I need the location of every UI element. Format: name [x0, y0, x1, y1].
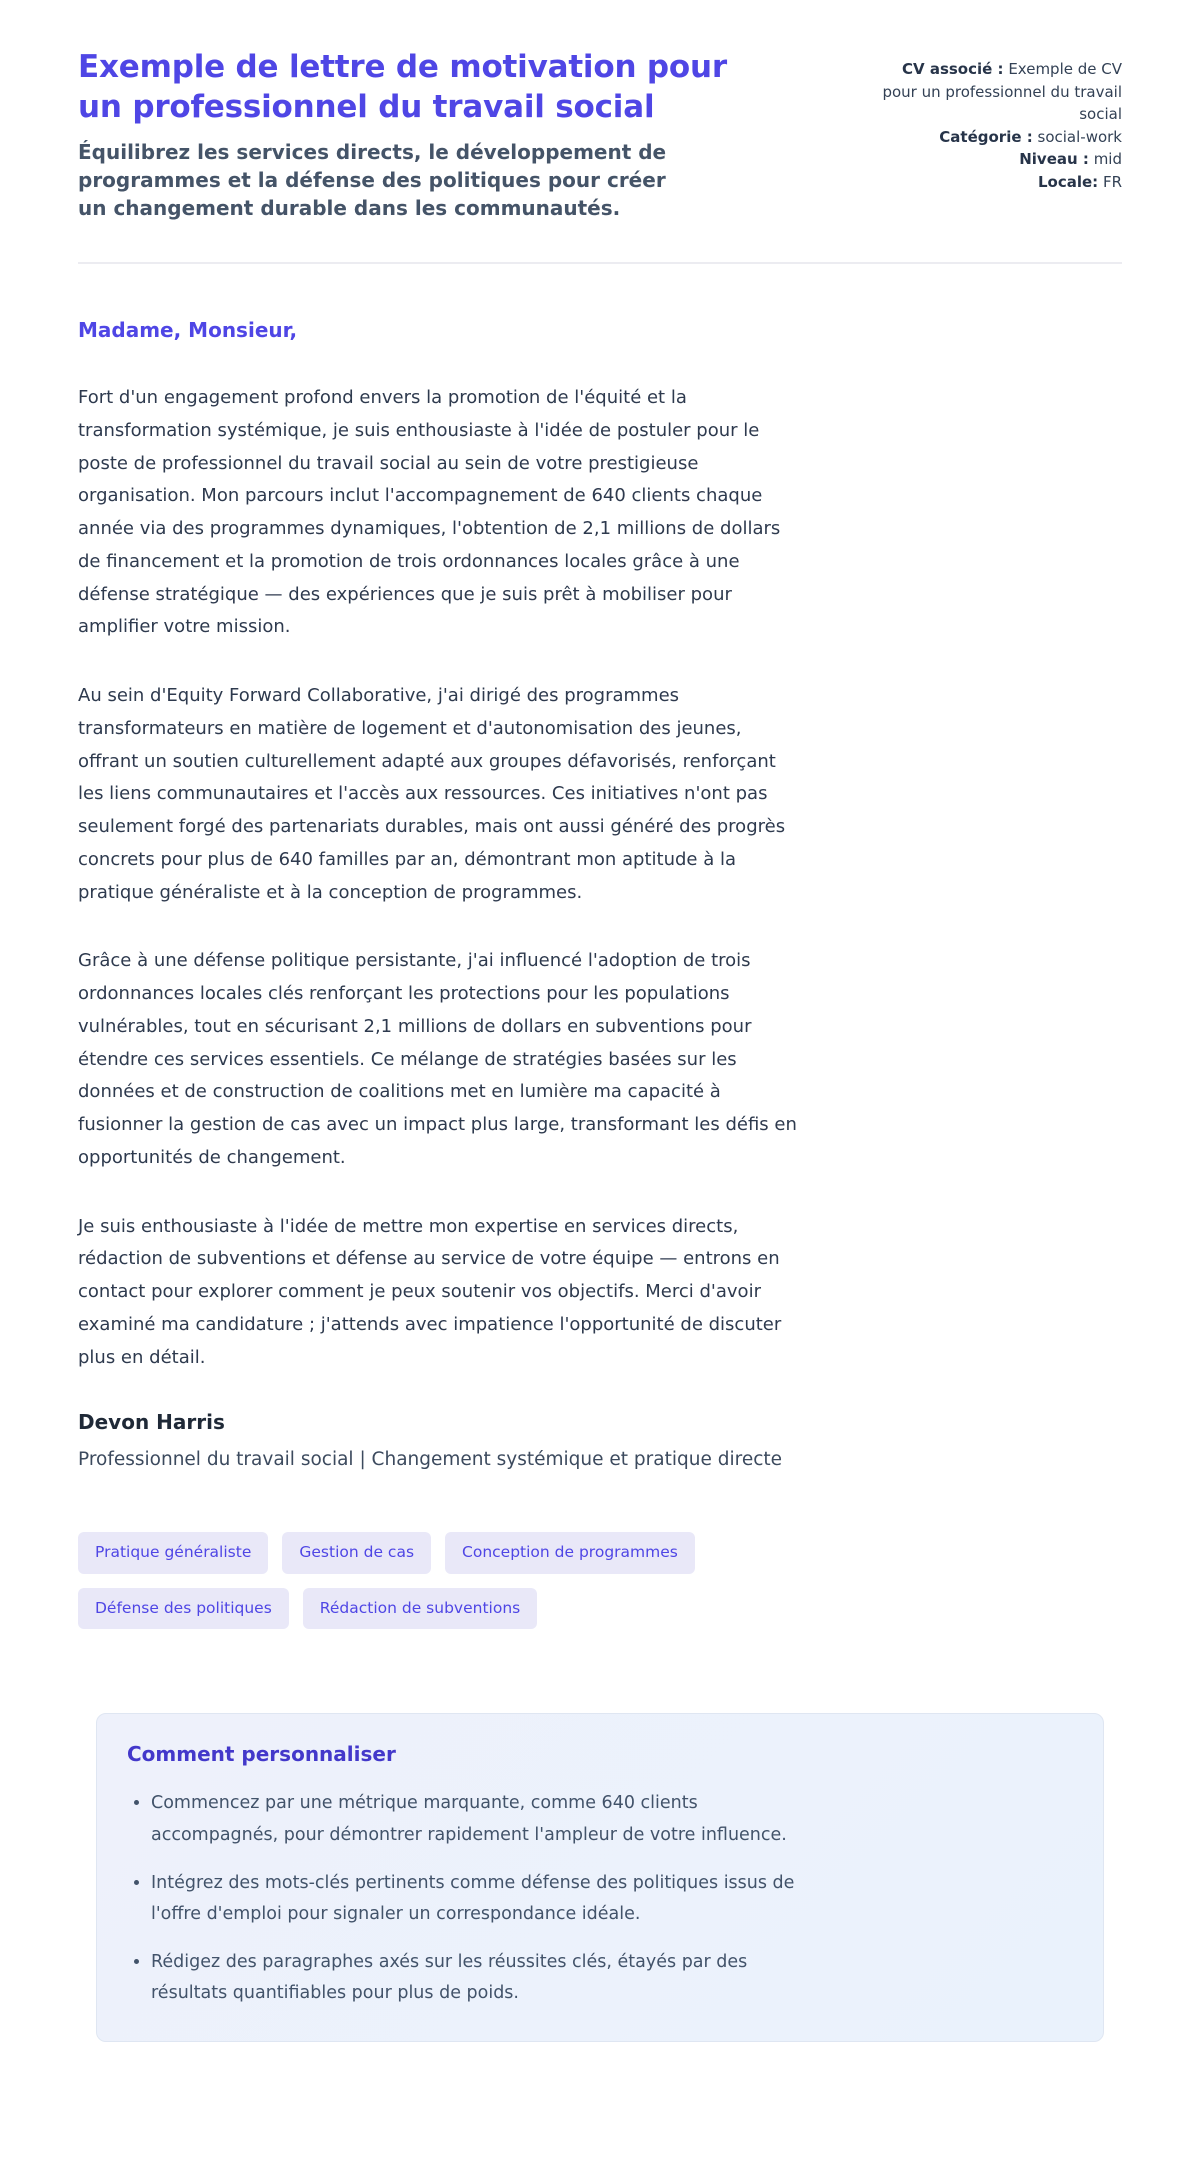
tip-item-3: • Rédigez des paragraphes axés sur les réussites clés, étayés par des résultats quantifiables pour plus de poids.	[151, 1947, 813, 2009]
signature	[78, 1410, 1122, 1470]
cv-meta	[870, 48, 1122, 193]
page-subtitle: Équilibrez les services directs, le développement de programmes et la défense des politiques pour créer un changement durable dans les communautés.	[78, 140, 667, 220]
skill-tag-defense-des-politiques: Défense des politiques	[78, 1588, 289, 1630]
letter-greeting: Madame, Monsieur,	[78, 318, 298, 343]
page-title: Exemple de lettre de motivation pour un professionnel du travail social	[78, 49, 727, 125]
meta-value-category: social-work	[1037, 127, 1122, 146]
meta-value-level: mid	[1093, 150, 1122, 168]
meta-value-locale: FR	[1102, 172, 1122, 191]
signature-role: Professionnel du travail social | Changement systémique et pratique directe	[78, 1449, 783, 1471]
signature-name: Devon Harris	[78, 1410, 225, 1435]
skill-tag-conception-de-programmes: Conception de programmes	[445, 1532, 695, 1574]
skill-tag-pratique-generaliste: Pratique généraliste	[78, 1532, 268, 1574]
tip-item-2: • Intégrez des mots-clés pertinents comme défense des politiques issus de l'offre d'emploi pour signaler un correspondance idéale.	[151, 1868, 813, 1930]
header-divider	[78, 262, 1122, 264]
letter-paragraph-2: Au sein d'Equity Forward Collaborative, j'ai dirigé des programmes transformateurs en matière de logement et d'autonomisation des jeunes, offrant un soutien culturellement adapté aux groupes défavorisés, renforçant les liens communautaires et l'accès aux ressources. Ces initiatives n'ont pas seulement forgé des partenariats durables, mais ont aussi généré des progrès concrets pour plus de 640 familles par an, démontrant mon aptitude à la pratique généraliste et à la conception de programmes.	[78, 685, 786, 903]
meta-label-locale: Locale:	[1037, 172, 1099, 191]
meta-value-related-cv: Exemple de CV pour un professionnel du travail social	[882, 60, 1122, 123]
tip-item-1: • Commencez par une métrique marquante, comme 640 clients accompagnés, pour démontrer rapidement l'ampleur de votre influence.	[151, 1788, 813, 1850]
meta-label-level: Niveau :	[1019, 150, 1089, 168]
skill-tag-redaction-de-subventions: Rédaction de subventions	[303, 1588, 537, 1630]
meta-label-category: Catégorie :	[939, 127, 1033, 146]
title-block	[78, 48, 728, 222]
tips-box	[96, 1713, 1104, 2042]
letter-body	[78, 318, 1122, 1470]
letter-paragraph-1: Fort d'un engagement profond envers la promotion de l'équité et la transformation systémique, je suis enthousiaste à l'idée de postuler pour le poste de professionnel du travail social au sein de votre prestigieuse organisation. Mon parcours inclut l'accompagnement de 640 clients chaque année via des programmes dynamiques, l'obtention de 2,1 millions de dollars de financement et la promotion de trois ordonnances locales grâce à une défense stratégique — des expériences que je suis prêt à mobiliser pour amplifier votre mission.	[78, 387, 781, 638]
tips-title: Comment personnaliser	[127, 1742, 396, 1767]
header	[78, 48, 1122, 222]
skill-tag-gestion-de-cas: Gestion de cas	[282, 1532, 431, 1574]
meta-row-related-cv	[870, 58, 1122, 126]
meta-label-related-cv: CV associé :	[901, 60, 1004, 78]
letter-paragraph-3: Grâce à une défense politique persistante, j'ai influencé l'adoption de trois ordonnances locales clés renforçant les protections pour les populations vulnérables, tout en sécurisant 2,1 millions de dollars en subventions pour étendre ces services essentiels. Ce mélange de stratégies basées sur les données et de construction de coalitions met en lumière ma capacité à fusionner la gestion de cas avec un impact plus large, transformant les défis en opportunités de changement.	[78, 950, 797, 1168]
letter-paragraph-4: Je suis enthousiaste à l'idée de mettre mon expertise en services directs, rédaction de subventions et défense au service de votre équipe — entrons en contact pour explorer comment je peux soutenir vos objectifs. Merci d'avoir examiné ma candidature ; j'attends avec impatience l'opportunité de discuter plus en détail.	[78, 1215, 782, 1368]
skill-tags	[78, 1532, 838, 1629]
meta-row-locale	[870, 171, 1122, 194]
tips-list	[127, 1788, 1073, 2009]
meta-row-level	[870, 148, 1122, 171]
meta-row-category	[870, 126, 1122, 149]
